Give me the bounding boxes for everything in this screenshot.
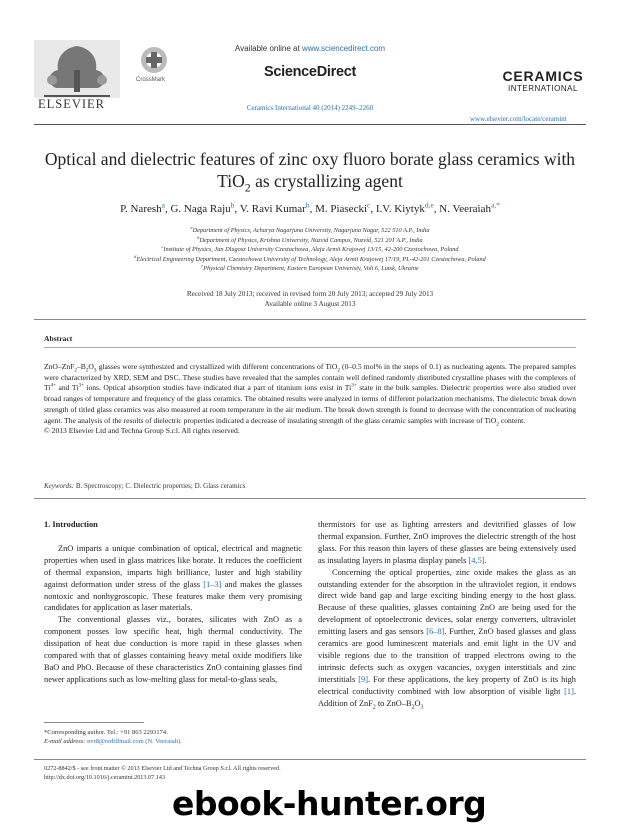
doi-link[interactable]: http://dx.doi.org/10.1016/j.ceramint.2013.07.143 [44, 773, 166, 781]
journal-url-link[interactable]: www.elsevier.com/locate/ceramint [470, 115, 567, 123]
author-name: M. Piasecki [315, 203, 368, 215]
article-title: Optical and dielectric features of zinc oxy fluoro borate glass ceramics with TiO$_2$ as crystallizing agent [44, 149, 576, 195]
keywords-divider [34, 498, 586, 499]
author-name: N. Veeraiah [439, 203, 491, 215]
affiliations [40, 226, 580, 274]
header-divider [34, 124, 586, 125]
crossmark-label: CrossMark [136, 77, 166, 83]
author-affiliation-mark[interactable]: a,* [490, 200, 500, 210]
author-affiliation-mark[interactable]: b [305, 200, 310, 210]
footer-copyright: 0272-8842/$ - see front matter © 2013 Elsevier Ltd and Techna Group S.r.l. All rights reserved. http://dx.doi.org/10.1016/j.ceramint.2013.07.143 [44, 765, 281, 781]
abstract-body: ZnO–$ZnF_2-B_2O_3$ glasses were synthesized and crystallized with different concentrations of TiO$_2$ (0–0.5 mol% in the steps of 0.1) as nucleating agents. The prepared samples were characterized by XRD, SEM and DSC. These studies have revealed that the samples contain well defined randomly distributed crystalline phases with the complexes of $Ti^{4+}$ and $Ti^{3+}$ ions. Optical absorption studies have indicated that a part of titanium ions exist in $Ti^{3+}$ state in the bulk samples. Dielectric properties were also studied over broad ranges of temperature and frequency of the glass ceramics. The obtained results were analyzed in terms of different polarization mechanisms. The dielectric break down strength of titled glass ceramics was also measured at room temperature in the air medium. The break down strength is found to decrease with the concentration of nucleating agent. The analysis of the results of dielectric properties indicated a decrease of insulating strength of the glass ceramic samples with increase of TiO$_2$ content. © 2013 Elsevier Ltd and Techna Group S.r.l. All rights reserved. [44, 362, 577, 436]
author-name: I.V. Kiytyk [375, 203, 425, 215]
paragraph: Concerning the optical properties, zinc oxide makes the glass as an outstanding extender for the absorption in the ultraviolet region, it endows direct wide band gap and large exciting binding energy to the host glass. Because of these qualities, glasses containing ZnO are being used for the development of optoelectronic devices, solar energy converters, ultraviolet emitting lasers and gas sensors [6–8]. Further, ZnO based glasses and glass ceramics are good luminescent materials and emit light in the UV and visible regions due to the transition of trapped electrons owing to the intrinsic defects such as oxygen vacancies, oxygen interstitials and zinc interstitials [9]. For these applications, the key property of ZnO is its high electrical conductivity combined with low absorption of visible light [1]. Addition of ZnF$_2$ to ZnO–$B_2O_3$ [318, 567, 576, 711]
keywords: Keywords: B. Spectroscopy; C. Dielectric properties; D. Glass ceramics [44, 482, 246, 490]
affiliation-line: $^a$Department of Physics, Acharya Nagarjuna University, Nagarjuna Nagar, 522 510 A.P., India [190, 224, 430, 234]
sciencedirect-link[interactable]: www.sciencedirect.com [301, 44, 386, 53]
citation-link[interactable]: [4,5] [468, 555, 485, 565]
body-column-right [318, 519, 576, 710]
author-affiliation-mark[interactable]: d,e [424, 200, 434, 210]
journal-reference[interactable]: Ceramics International 40 (2014) 2249–2260 [246, 104, 374, 112]
footnote: *Corresponding author. Tel.: +91 863 2293174. E-mail address: nvr8@rediffmail.com (N. Veeraiah). [44, 729, 182, 745]
watermark: ebook-hunter.org [172, 784, 487, 823]
footer-divider [34, 759, 586, 760]
affiliation-line: $^d$Electrical Engineering Department, Czestochowa University of Technology, Aleja Armii Krajowej 17/19, PL-42-201 Czestochowa, Poland [134, 253, 486, 263]
author-affiliation-mark[interactable]: c [367, 200, 371, 210]
author-name: G. Naga Raju [170, 203, 231, 215]
article-dates: Received 18 July 2013; received in revised form 20 July 2013; accepted 29 July 2013 Available online 3 August 2013 [186, 290, 434, 308]
citation-link[interactable]: [9] [358, 674, 368, 684]
citation-link[interactable]: [1] [564, 686, 574, 696]
author-name: P. Naresh [120, 203, 162, 215]
title-divider [34, 319, 586, 320]
author-list: P. Naresh$^a$, G. Naga Raju$^b$, V. Ravi Kumar$^b$, M. Piasecki$^c$, I.V. Kiytyk$^{d,e}$, N. Veeraiah$^{a,*}$ [120, 200, 500, 215]
citation-link[interactable]: [1–3] [203, 579, 222, 589]
affiliation-line: $^b$Department of Physics, Krishna University, Nuzvid Campus, Nuzvid, 521 201 A.P., India [197, 234, 423, 244]
sciencedirect-wordmark: ScienceDirect [263, 64, 356, 80]
author-name: V. Ravi Kumar [239, 203, 306, 215]
paragraph: thermistors for use as lighting arresters and devitrified glasses of low thermal expansion. Further, ZnO improves the dielectric strength of the host glass. For this reason thin layers of these glasses are being extensively used as insulating layers in plasma display panels [4,5]. [318, 520, 576, 565]
paragraph: The conventional glasses viz., borates, silicates with ZnO as a component posses low specific heat, high thermal conductivity. The dissipation of heat due conduction is more rapid in these glasses when compared with that of glasses containing heavy metal oxide modifiers like BaO and PbO. Because of these characteristics ZnO containing glasses find newer applications such as low-melting glass for metal-to-glass seals, [44, 615, 302, 684]
available-online: Available online at www.sciencedirect.com [234, 44, 386, 53]
paragraph: ZnO imparts a unique combination of optical, electrical and magnetic properties when used in glass matrices like borate. It reduces the coefficient of thermal expansion, imparts high brilliance, luster and high stability against deformation under stress of the glass [1–3] and makes the glasses nontoxic and nonhygroscopic. These features make them very promising candidates for application as laser materials. [44, 543, 302, 613]
abstract-divider [44, 347, 576, 348]
email-link[interactable]: nvr8@rediffmail.com (N. Veeraiah). [87, 738, 182, 745]
author-affiliation-mark[interactable]: a [161, 200, 165, 210]
affiliation-line: $^e$Physical Chemistry Department, Eastern European Univeristy, Voli 6, Lutsk, Ukraine [201, 262, 419, 272]
body-column-left [44, 519, 302, 686]
abstract-heading: Abstract [44, 334, 73, 343]
affiliation-line: $^c$Institute of Physics, Jan Dlugosz University Czestochowa, Aleja Armii Krajowej 13/15, 42-200 Czestochowa, Poland [161, 243, 459, 253]
journal-logo: CERAMICS INTERNATIONAL [502, 68, 584, 93]
publisher-name: ELSEVIER [38, 97, 106, 111]
footnote-divider [44, 722, 144, 723]
citation-link[interactable]: [6–8] [426, 627, 445, 637]
abstract-copyright: © 2013 Elsevier Ltd and Techna Group S.r.l. All rights reserved. [44, 426, 240, 436]
author-affiliation-mark[interactable]: b [230, 200, 235, 210]
section-heading: 1. Introduction [44, 520, 98, 529]
